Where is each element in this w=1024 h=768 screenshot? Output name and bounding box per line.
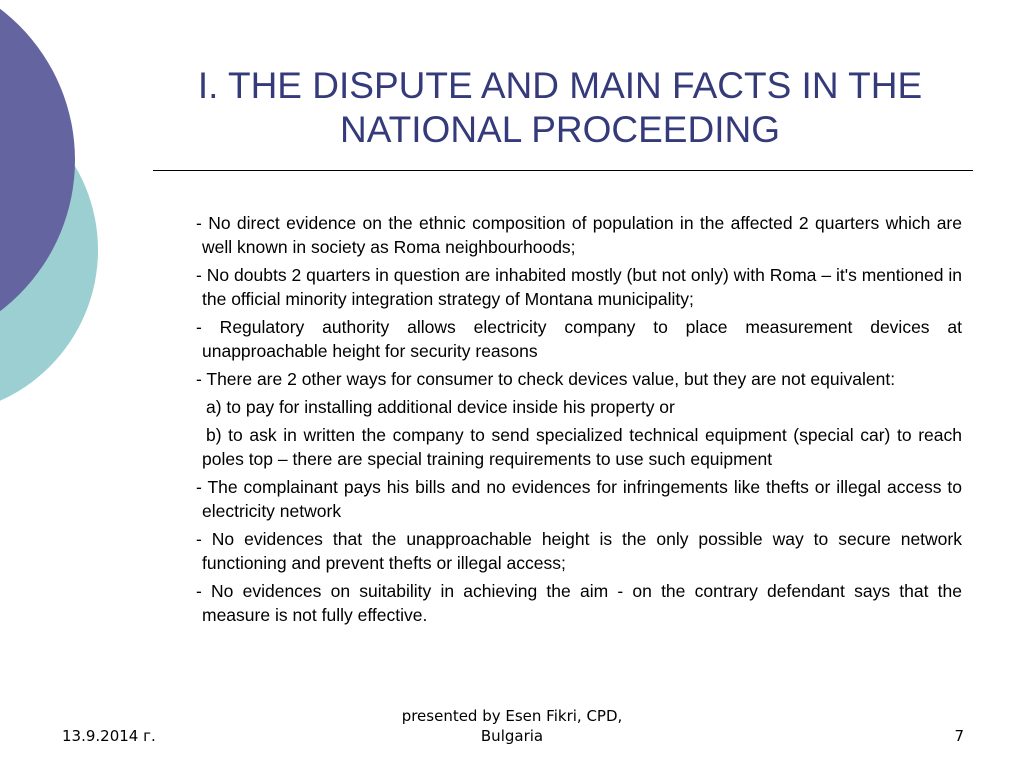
slide-title-line-1: I. THE DISPUTE AND MAIN FACTS IN THE bbox=[197, 65, 923, 106]
footer-date: 13.9.2014 г. bbox=[62, 727, 156, 745]
fact-item: - No direct evidence on the ethnic composition of population in the affected 2 quarters which are well known in society as Roma neighbourhoods; bbox=[196, 213, 962, 257]
fact-list bbox=[196, 211, 962, 631]
title-divider bbox=[153, 170, 973, 171]
page-number: 7 bbox=[954, 727, 964, 745]
slide-title bbox=[140, 64, 980, 152]
fact-item: - Regulatory authority allows electricity company to place measurement devices at unapproachable height for security reasons bbox=[196, 317, 962, 361]
fact-item: - The complainant pays his bills and no evidences for infringements like thefts or illegal access to electricity network bbox=[196, 477, 962, 521]
footer-presenter-line-1: presented by Esen Fikri, CPD, bbox=[401, 707, 623, 725]
footer-presenter bbox=[362, 706, 662, 746]
fact-item: - There are 2 other ways for consumer to check devices value, but they are not equivalent: bbox=[196, 369, 896, 389]
fact-item: - No evidences on suitability in achieving the aim - on the contrary defendant says that the measure is not fully effective. bbox=[196, 581, 962, 625]
fact-subitem: a) to pay for installing additional device inside his property or bbox=[206, 397, 675, 417]
fact-item: - No evidences that the unapproachable height is the only possible way to secure network functioning and prevent thefts or illegal access; bbox=[196, 529, 962, 573]
footer-presenter-line-2: Bulgaria bbox=[480, 727, 544, 745]
fact-subitem: b) to ask in written the company to send specialized technical equipment (special car) to reach poles top – there are special training requirements to use such equipment bbox=[202, 425, 962, 469]
fact-item: - No doubts 2 quarters in question are inhabited mostly (but not only) with Roma – it's mentioned in the official minority integration strategy of Montana municipality; bbox=[196, 265, 962, 309]
slide-title-line-2: NATIONAL PROCEEDING bbox=[340, 109, 780, 150]
